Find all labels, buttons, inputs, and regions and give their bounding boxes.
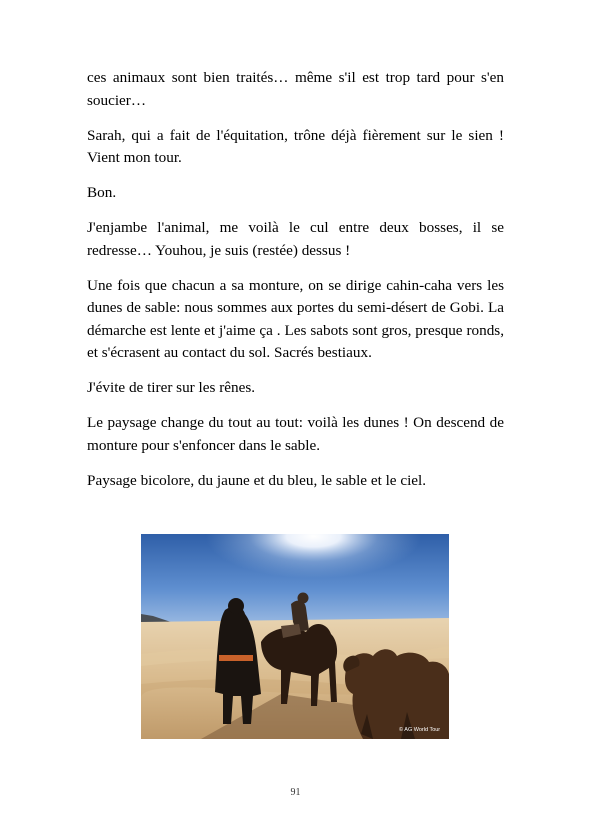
paragraph: Le paysage change du tout au tout: voilà les dunes ! On descend de monture pour s'enfoncer dans le sable. [87,414,504,454]
text-body [87,67,504,505]
paragraph: Une fois que chacun a sa monture, on se dirige cahin-caha vers les dunes de sable: nous sommes aux portes du semi-désert de Gobi. La démarche est lente et j'aime ça . Les sabots sont gros, presque ronds, et s'écrasent au contact du sol. Sacrés bestiaux. [87,276,504,361]
paragraph: Paysage bicolore, du jaune et du bleu, le sable et le ciel. [87,471,427,489]
desert-camel-photo [141,534,449,739]
paragraph: ces animaux sont bien traités… même s'il est trop tard pour s'en soucier… [87,69,504,109]
page-number: 91 [290,787,301,798]
paragraph: J'évite de tirer sur les rênes. [87,379,256,396]
paragraph: Bon. [87,184,117,201]
paragraph: J'enjambe l'animal, me voilà le cul entre deux bosses, il se redresse… Youhou, je suis (restée) dessus ! [87,219,504,259]
paragraph: Sarah, qui a fait de l'équitation, trône déjà fièrement sur le sien ! Vient mon tour. [87,126,504,166]
photo-credit: © AG World Tour [399,727,441,733]
